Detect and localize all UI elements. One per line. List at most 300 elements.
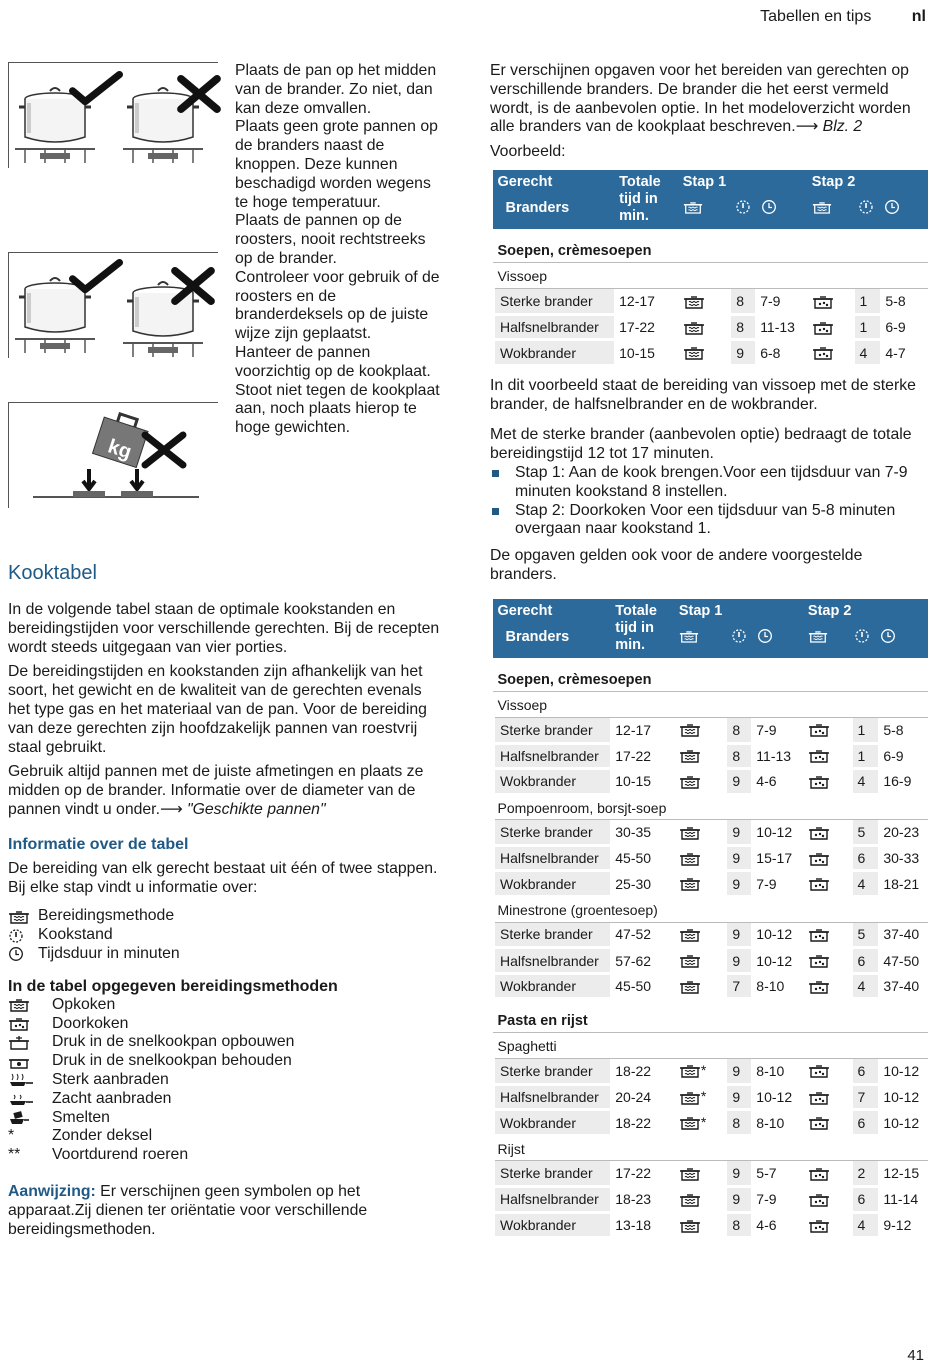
pressure-keep-icon — [8, 1054, 30, 1070]
burner-cell: Sterke brander — [493, 289, 615, 315]
method-cell — [678, 340, 732, 366]
burner-cell: Halfsnelbrander — [493, 743, 611, 769]
list-item: Stap 1: Aan de kook brengen.Voor een tijdsduur van 7-9 minuten kookstand 8 instellen. — [490, 464, 928, 502]
method-roeren: ** Voortdurend roeren — [8, 1146, 189, 1164]
method-cell — [803, 948, 853, 974]
sear-icon — [8, 1072, 34, 1088]
method-cell — [678, 314, 732, 340]
kooktabel-body — [8, 601, 440, 820]
total-time-cell: 25-30 — [610, 871, 674, 897]
setting-cell: 4 — [853, 973, 879, 999]
method-cell — [807, 289, 855, 315]
boil-icon — [679, 979, 701, 995]
time-cell: 8-10 — [751, 1059, 803, 1085]
burner-cell: Halfsnelbrander — [493, 1187, 611, 1213]
table-row — [493, 871, 929, 897]
burner-cell: Wokbrander — [493, 1212, 611, 1238]
method-cell — [803, 1084, 853, 1110]
table-subgroup-row: Minestrone (groentesoep) — [493, 897, 929, 923]
method-cell — [807, 314, 855, 340]
pot-icon — [808, 629, 828, 644]
boil-icon — [679, 1090, 701, 1106]
setting-cell: 8 — [727, 743, 751, 769]
burner-cell: Halfsnelbrander — [493, 1084, 611, 1110]
burner-cell: Wokbrander — [493, 340, 615, 366]
burner-cell: Wokbrander — [493, 769, 611, 795]
method-cell — [803, 845, 853, 871]
method-cell — [674, 973, 728, 999]
table-subgroup-row: Rijst — [493, 1135, 929, 1161]
setting-cell: 8 — [727, 1212, 751, 1238]
tip-check-grates: Controleer voor gebruik of de roosters en de branderdeksels op de juiste wijze zijn geplaatst. — [235, 268, 440, 343]
method-smelten: Smelten — [8, 1109, 440, 1128]
setting-cell: 7 — [853, 1084, 879, 1110]
intro — [490, 62, 928, 162]
header-branders: Branders — [505, 628, 570, 645]
burner-cell: Sterke brander — [493, 1059, 611, 1085]
header-stap1: Stap 1 — [678, 602, 723, 619]
simmer-icon — [808, 1063, 830, 1079]
setting-cell: 9 — [727, 1059, 751, 1085]
time-cell: 8-10 — [751, 1110, 803, 1136]
total-time-cell: 17-22 — [610, 743, 674, 769]
clock-icon — [880, 628, 896, 644]
melt-icon — [8, 1110, 30, 1126]
setting-cell: 4 — [853, 769, 879, 795]
header-totale: Totale tijd in min. — [610, 599, 674, 658]
total-time-cell: 10-15 — [614, 340, 678, 366]
method-cell — [803, 1161, 853, 1187]
note-text: Er verschijnen geen symbolen op het apparaat.Zij dienen ter oriëntatie voor verschillende bereidingsmethoden. — [8, 1182, 368, 1238]
method-zonder-deksel: * Zonder deksel — [8, 1127, 153, 1145]
weight-illustration — [8, 402, 218, 508]
setting-cell: 2 — [853, 1161, 879, 1187]
simmer-icon — [808, 953, 830, 969]
time-cell: 10-12 — [878, 1110, 928, 1136]
boil-icon — [679, 825, 701, 841]
paragraph: Gebruik altijd pannen met de juiste afmetingen en plaats ze midden op de brander. Informatie over de diameter van de pannen vindt u onder.⟶ "Geschikte pannen" — [8, 763, 424, 818]
table-subgroup-row: Pompoenroom, borsjt-soep — [493, 794, 929, 820]
cross-reference: Blz. 2 — [818, 118, 863, 136]
simmer-icon — [808, 1090, 830, 1106]
setting-cell: 4 — [853, 1212, 879, 1238]
no-lid-mark: * — [700, 1088, 707, 1105]
method-cell — [803, 1187, 853, 1213]
setting-cell: 8 — [731, 314, 755, 340]
setting-cell: 6 — [853, 948, 879, 974]
time-cell: 4-6 — [751, 1212, 803, 1238]
time-cell: 7-9 — [751, 717, 803, 743]
time-cell: 8-10 — [751, 973, 803, 999]
burner-cell: Wokbrander — [493, 1110, 611, 1136]
setting-cell: 6 — [853, 1187, 879, 1213]
method-cell — [674, 871, 728, 897]
method-cell — [803, 820, 853, 846]
method-cell — [674, 743, 728, 769]
table-subgroup-row: Spaghetti — [493, 1033, 929, 1059]
total-time-cell: 47-52 — [610, 922, 674, 948]
arrow-icon: ⟶ — [159, 800, 183, 818]
method-cell — [674, 1059, 728, 1085]
time-cell: 11-13 — [751, 743, 803, 769]
legend-method: Bereidingsmethode — [8, 907, 440, 926]
setting-cell: 8 — [727, 1110, 751, 1136]
no-lid-mark: * — [700, 1062, 707, 1079]
time-cell: 15-17 — [751, 845, 803, 871]
simmer-icon — [812, 320, 834, 336]
total-time-cell: 12-17 — [614, 289, 678, 315]
burner-cell: Sterke brander — [493, 1161, 611, 1187]
page-number: 41 — [907, 1347, 924, 1364]
boil-icon — [683, 294, 705, 310]
time-cell: 4-7 — [880, 340, 928, 366]
center-pan-illustration — [8, 62, 218, 168]
pot-icon — [8, 909, 30, 925]
setting-cell: 9 — [727, 1084, 751, 1110]
time-cell: 37-40 — [878, 922, 928, 948]
time-cell: 6-9 — [880, 314, 928, 340]
simmer-icon — [808, 748, 830, 764]
total-time-cell: 18-23 — [610, 1187, 674, 1213]
paragraph: In dit voorbeeld staat de bereiding van vissoep met de sterke brander, de halfsnelbrander en de wokbrander. — [490, 376, 916, 413]
time-cell: 7-9 — [751, 1187, 803, 1213]
burner-cell: Wokbrander — [493, 973, 611, 999]
header-stap2: Stap 2 — [807, 602, 852, 619]
method-doorkoken: Doorkoken — [8, 1015, 440, 1034]
pot-icon — [679, 629, 699, 644]
setting-cell: 8 — [731, 289, 755, 315]
time-cell: 11-14 — [878, 1187, 928, 1213]
method-cell — [674, 820, 728, 846]
time-cell: 16-9 — [878, 769, 928, 795]
simmer-icon — [808, 979, 830, 995]
right-column — [490, 62, 928, 1247]
method-druk-behouden: Druk in de snelkookpan behouden — [8, 1052, 440, 1071]
legend-time: Tijdsduur in minuten — [8, 945, 440, 964]
burner-cell: Sterke brander — [493, 717, 611, 743]
table-group-row: Soepen, crèmesoepen — [493, 229, 929, 263]
knob-icon — [731, 628, 747, 644]
total-time-cell: 13-18 — [610, 1212, 674, 1238]
time-cell: 4-6 — [751, 769, 803, 795]
time-cell: 6-8 — [755, 340, 807, 366]
burner-cell: Halfsnelbrander — [493, 948, 611, 974]
knob-icon — [858, 199, 874, 215]
paragraph: In de volgende tabel staan de optimale kookstanden en bereidingstijden voor verschillende gerechten. Bij de recepten wordt steeds uitgegaan van vier porties. — [8, 601, 440, 656]
knob-icon — [735, 199, 751, 215]
time-cell: 37-40 — [878, 973, 928, 999]
total-time-cell: 45-50 — [610, 973, 674, 999]
simmer-icon — [808, 1166, 830, 1182]
time-cell: 10-12 — [878, 1084, 928, 1110]
method-cell — [674, 948, 728, 974]
pot-icon — [683, 200, 703, 215]
simmer-icon — [808, 876, 830, 892]
setting-cell: 9 — [727, 820, 751, 846]
table-group-row: Soepen, crèmesoepen — [493, 658, 929, 692]
boil-icon — [679, 748, 701, 764]
table-row — [493, 1161, 929, 1187]
burner-cell: Halfsnelbrander — [493, 845, 611, 871]
time-cell: 10-12 — [751, 820, 803, 846]
simmer-icon — [808, 722, 830, 738]
left-column — [8, 62, 440, 1239]
simmer-icon — [812, 345, 834, 361]
pot-icon — [812, 200, 832, 215]
tip-no-weights: Stoot niet tegen de kookplaat aan, noch plaats hierop te hoge gewichten. — [235, 381, 440, 437]
header-branders: Branders — [505, 199, 570, 216]
simmer-icon — [808, 1192, 830, 1208]
total-time-cell: 10-15 — [610, 769, 674, 795]
setting-cell: 6 — [853, 1059, 879, 1085]
tip-large-pans: Plaats geen grote pannen op de branders naast de knoppen. Deze kunnen beschadigd worden wegens te hoge temperatuur. — [235, 118, 438, 211]
note — [8, 1183, 440, 1239]
paragraph: Er verschijnen opgaven voor het bereiden van gerechten op verschillende branders. De brander die het eerst vermeld wordt, is de aanbevolen optie. In het modeloverzicht worden alle branders van de kookplaat beschreven.⟶ Blz. 2 — [490, 62, 911, 136]
method-sterk-aanbraden: Sterk aanbraden — [8, 1071, 440, 1090]
method-cell — [803, 922, 853, 948]
boil-icon — [683, 320, 705, 336]
table-row — [493, 1187, 929, 1213]
table-group-row: Pasta en rijst — [493, 999, 929, 1033]
section-heading-kooktabel: Kooktabel — [8, 562, 97, 584]
boil-icon — [679, 876, 701, 892]
boil-icon — [679, 1192, 701, 1208]
time-cell: 5-7 — [751, 1161, 803, 1187]
burner-cell: Halfsnelbrander — [493, 314, 615, 340]
check-icon — [67, 259, 125, 295]
time-cell: 5-8 — [880, 289, 928, 315]
time-cell: 7-9 — [751, 871, 803, 897]
boil-icon — [679, 927, 701, 943]
paragraph: De bereidingstijden en kookstanden zijn afhankelijk van het soort, het gewicht en de kwaliteit van de gerechten evenals het type gas en het materiaal van de pan. Voor de bereiding van deze gerechten zijn hoofdzakelijk pannen van roestvrij staal gebruikt. — [8, 663, 427, 756]
header-gerecht: Gerecht — [497, 602, 553, 619]
setting-cell: 9 — [727, 948, 751, 974]
header-stap2: Stap 2 — [811, 173, 856, 190]
setting-cell: 4 — [853, 871, 879, 897]
table-row — [493, 820, 929, 846]
info-body — [8, 860, 440, 964]
setting-cell: 5 — [853, 922, 879, 948]
pressure-build-icon — [8, 1035, 30, 1051]
setting-cell: 4 — [855, 340, 881, 366]
method-cell — [674, 1110, 728, 1136]
method-cell — [803, 1212, 853, 1238]
setting-cell: 1 — [855, 314, 881, 340]
table-subgroup-row: Vissoep — [493, 263, 929, 289]
boil-icon — [679, 851, 701, 867]
method-cell — [803, 1059, 853, 1085]
fry-icon — [8, 1091, 34, 1107]
setting-cell: 8 — [727, 717, 751, 743]
table-row — [493, 314, 929, 340]
table-row — [493, 289, 929, 315]
burner-cell: Sterke brander — [493, 820, 611, 846]
setting-cell: 9 — [727, 769, 751, 795]
table-row — [493, 1059, 929, 1085]
example-explanation — [490, 377, 928, 585]
method-cell — [803, 871, 853, 897]
setting-cell: 1 — [855, 289, 881, 315]
time-cell: 7-9 — [755, 289, 807, 315]
time-cell: 47-50 — [878, 948, 928, 974]
method-cell — [678, 289, 732, 315]
time-cell: 12-15 — [878, 1161, 928, 1187]
table-row — [493, 922, 929, 948]
knob-icon — [8, 928, 24, 944]
method-cell — [803, 717, 853, 743]
header-totale: Totale tijd in min. — [614, 170, 678, 229]
info-heading: Informatie over de tabel — [8, 835, 189, 853]
simmer-icon — [8, 1016, 30, 1032]
method-cell — [803, 769, 853, 795]
simmer-icon — [808, 774, 830, 790]
time-cell: 10-12 — [751, 948, 803, 974]
no-lid-mark: * — [700, 1113, 707, 1130]
methods-heading: In de tabel opgegeven bereidingsmethoden — [8, 977, 338, 995]
total-time-cell: 12-17 — [610, 717, 674, 743]
time-cell: 18-21 — [878, 871, 928, 897]
boil-icon — [679, 1166, 701, 1182]
time-cell: 5-8 — [878, 717, 928, 743]
tip-grates: Plaats de pannen op de roosters, nooit rechtstreeks op de brander. — [235, 212, 426, 267]
total-time-cell: 17-22 — [614, 314, 678, 340]
paragraph: De bereiding van elk gerecht bestaat uit één of twee stappen. Bij elke stap vindt u informatie over: — [8, 859, 438, 896]
time-cell: 6-9 — [878, 743, 928, 769]
time-cell: 10-12 — [751, 922, 803, 948]
method-cell — [674, 1212, 728, 1238]
total-time-cell: 20-24 — [610, 1084, 674, 1110]
total-time-cell: 18-22 — [610, 1110, 674, 1136]
setting-cell: 9 — [727, 1161, 751, 1187]
setting-cell: 9 — [727, 922, 751, 948]
simmer-icon — [808, 1115, 830, 1131]
total-time-cell: 57-62 — [610, 948, 674, 974]
method-cell — [674, 769, 728, 795]
setting-cell: 6 — [853, 1110, 879, 1136]
header-gerecht: Gerecht — [497, 173, 553, 190]
boil-icon — [679, 1115, 701, 1131]
simmer-icon — [808, 825, 830, 841]
language-code: nl — [911, 8, 926, 25]
cross-icon — [175, 75, 223, 113]
simmer-icon — [808, 1218, 830, 1234]
method-cell — [803, 973, 853, 999]
simmer-icon — [808, 927, 830, 943]
total-time-cell: 18-22 — [610, 1059, 674, 1085]
cross-reference: "Geschikte pannen" — [187, 800, 326, 818]
clock-icon — [761, 199, 777, 215]
clock-icon — [757, 628, 773, 644]
setting-cell: 9 — [727, 1187, 751, 1213]
method-cell — [674, 1161, 728, 1187]
illustration-text — [235, 62, 443, 438]
burner-cell: Sterke brander — [493, 922, 611, 948]
boil-icon — [679, 774, 701, 790]
time-cell: 11-13 — [755, 314, 807, 340]
time-cell: 30-33 — [878, 845, 928, 871]
cooking-table — [490, 599, 928, 1239]
method-cell — [674, 1187, 728, 1213]
legend-setting: Kookstand — [8, 926, 440, 945]
boil-icon — [8, 997, 30, 1013]
tip-careful: Hanteer de pannen voorzichtig op de kookplaat. — [235, 343, 431, 380]
setting-cell: 6 — [853, 845, 879, 871]
method-opkoken: Opkoken — [8, 996, 440, 1015]
table-row — [493, 769, 929, 795]
check-icon — [67, 71, 125, 107]
table-row — [493, 717, 929, 743]
page-header — [760, 8, 926, 26]
method-zacht-aanbraden: Zacht aanbraden — [8, 1090, 440, 1109]
method-cell — [803, 743, 853, 769]
steps-list — [490, 464, 928, 539]
setting-cell: 1 — [853, 743, 879, 769]
list-item: Stap 2: Doorkoken Voor een tijdsduur van 5-8 minuten overgaan naar kookstand 1. — [490, 502, 928, 540]
table-row — [493, 1084, 929, 1110]
setting-cell: 7 — [727, 973, 751, 999]
method-druk-opbouwen: Druk in de snelkookpan opbouwen — [8, 1033, 440, 1052]
paragraph: De opgaven gelden ook voor de andere voorgestelde branders. — [490, 547, 863, 584]
total-time-cell: 17-22 — [610, 1161, 674, 1187]
time-cell: 20-23 — [878, 820, 928, 846]
setting-cell: 9 — [731, 340, 755, 366]
clock-icon — [884, 199, 900, 215]
table-row — [493, 948, 929, 974]
section-title: Tabellen en tips — [760, 8, 872, 25]
example-label: Voorbeeld: — [490, 143, 566, 161]
knob-icon — [854, 628, 870, 644]
setting-cell: 9 — [727, 871, 751, 897]
total-time-cell: 30-35 — [610, 820, 674, 846]
boil-icon — [679, 1063, 701, 1079]
method-cell — [674, 1084, 728, 1110]
arrow-icon: ⟶ — [795, 118, 819, 136]
note-label: Aanwijzing: — [8, 1182, 96, 1200]
boil-icon — [679, 953, 701, 969]
table-row — [493, 1212, 929, 1238]
example-table — [490, 170, 928, 367]
clock-icon — [8, 946, 24, 962]
time-cell: 10-12 — [751, 1084, 803, 1110]
boil-icon — [683, 345, 705, 361]
table-row — [493, 1110, 929, 1136]
illustration-block — [8, 62, 440, 532]
boil-icon — [679, 1218, 701, 1234]
paragraph: Met de sterke brander (aanbevolen optie) bedraagt de totale bereidingstijd 12 tot 17 minuten. — [490, 426, 912, 463]
burner-cell: Wokbrander — [493, 871, 611, 897]
method-cell — [807, 340, 855, 366]
time-cell: 9-12 — [878, 1212, 928, 1238]
method-cell — [803, 1110, 853, 1136]
tip-center: Plaats de pan op het midden van de brander. Zo niet, dan kan deze omvallen. — [235, 62, 437, 117]
methods-list — [8, 996, 440, 1165]
setting-cell: 5 — [853, 820, 879, 846]
setting-cell: 9 — [727, 845, 751, 871]
svg-text:kg: kg — [105, 435, 135, 464]
setting-cell: 1 — [853, 717, 879, 743]
table-row — [493, 340, 929, 366]
method-cell — [674, 922, 728, 948]
header-stap1: Stap 1 — [682, 173, 727, 190]
simmer-icon — [808, 851, 830, 867]
boil-icon — [679, 722, 701, 738]
time-cell: 10-12 — [878, 1059, 928, 1085]
simmer-icon — [812, 294, 834, 310]
method-cell — [674, 717, 728, 743]
table-row — [493, 743, 929, 769]
table-subgroup-row: Vissoep — [493, 692, 929, 718]
method-cell — [674, 845, 728, 871]
